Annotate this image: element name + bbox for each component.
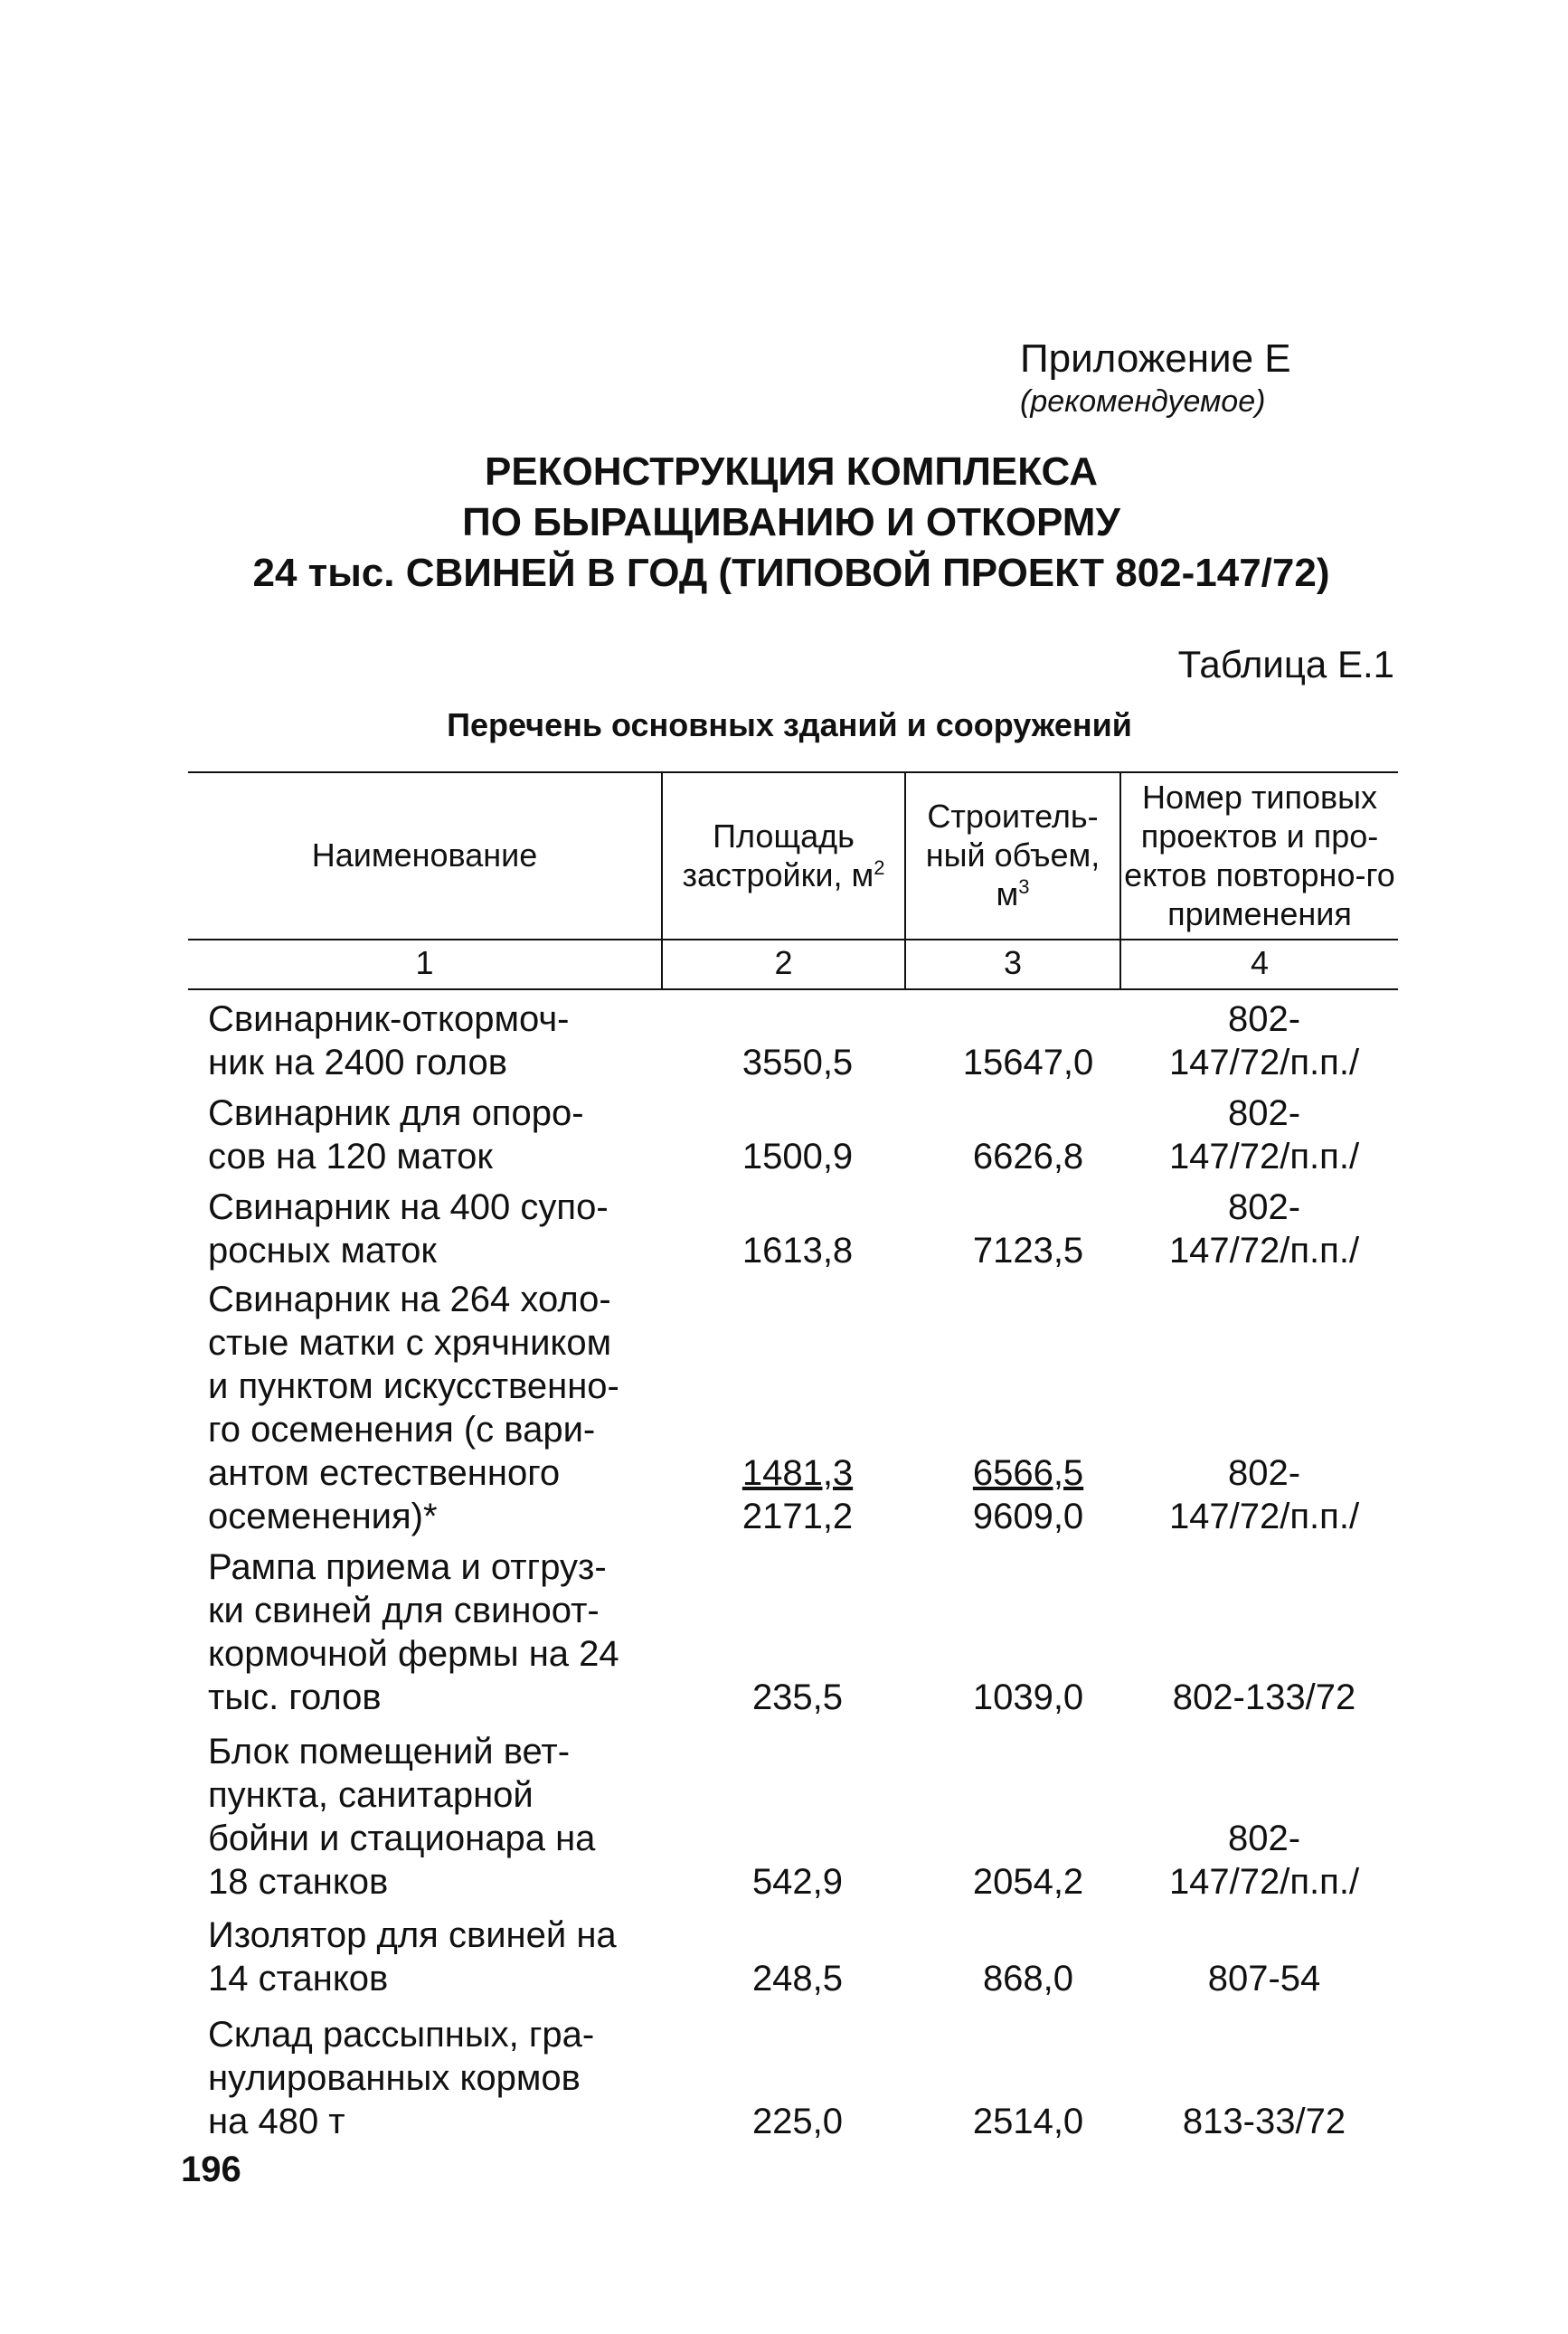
header-area-text: Площадь застройки, м <box>682 817 874 893</box>
row-volume-variant-a <box>921 1451 1136 1495</box>
row-name: Блок помещений вет- пункта, санитарной бойни и стационара на 18 станков <box>208 1732 596 1902</box>
row-project: 802- 147/72/п.п./ <box>1168 1819 1360 1902</box>
row-area-variant-a <box>676 1451 919 1495</box>
header-volume-text: Строитель-ный объем, м <box>925 798 1100 912</box>
row-area: 225,0 <box>751 2102 844 2141</box>
header-area-sup: 2 <box>874 855 885 879</box>
row-name: Склад рассыпных, гра- нулированных кормов на 480 т <box>208 2015 595 2141</box>
row-area: 3550,5 <box>741 1043 854 1082</box>
row-name: Изолятор для свиней на 14 станков <box>208 1915 617 1999</box>
header-project-text: Номер типовых проектов и про-ектов повторно-го применения <box>1124 778 1395 932</box>
recommended-note: (рекомендуемое) <box>1020 384 1266 419</box>
table-row <box>188 1545 1398 1719</box>
row-project: 802- 147/72/п.п./ <box>1168 1187 1360 1271</box>
table-caption: Перечень основных зданий и сооружений <box>447 706 1132 743</box>
column-number-1: 1 <box>415 944 434 981</box>
table-row <box>188 1730 1398 1904</box>
row-name: Рампа приема и отгруз- ки свиней для свиноот- кормочной фермы на 24 тыс. голов <box>208 1547 619 1717</box>
row-volume: 2054,2 <box>972 1862 1084 1902</box>
column-number-2: 2 <box>774 944 793 981</box>
row-area-a: 1481,3 <box>741 1453 854 1493</box>
row-area: 248,5 <box>751 1959 844 1999</box>
header-volume <box>906 771 1119 939</box>
row-name: Свинарник для опоро- сов на 120 маток <box>208 1093 584 1176</box>
row-project: 802- 147/72/п.п./ <box>1168 999 1360 1082</box>
header-volume-sup: 3 <box>1018 875 1030 898</box>
row-volume-b: 9609,0 <box>972 1497 1084 1536</box>
row-area: 1500,9 <box>741 1137 854 1176</box>
table-row <box>188 1278 1398 1538</box>
title-line-3: 24 тыс. СВИНЕЙ В ГОД (ТИПОВОЙ ПРОЕКТ 802-147/72) <box>252 551 1330 595</box>
row-area: 1613,8 <box>741 1231 854 1271</box>
column-number-3: 3 <box>1003 944 1023 981</box>
page-number: 196 <box>181 2150 241 2189</box>
header-volume-wrap <box>906 797 1119 913</box>
title-line-1: РЕКОНСТРУКЦИЯ КОМПЛЕКСА <box>484 449 1099 494</box>
row-name: Свинарник-откормоч- ник на 2400 голов <box>208 999 570 1082</box>
row-project: 813-33/72 <box>1182 2102 1346 2141</box>
row-area-b: 2171,2 <box>741 1497 854 1536</box>
row-volume-a: 6566,5 <box>972 1453 1084 1493</box>
header-name-text: Наименование <box>311 836 538 874</box>
header-area <box>663 771 904 939</box>
table-number: Таблица Е.1 <box>1177 643 1394 685</box>
row-volume: 1039,0 <box>972 1677 1084 1717</box>
header-area-wrap <box>663 817 904 894</box>
appendix-label: Приложение Е <box>1020 336 1291 381</box>
row-project: 802-133/72 <box>1172 1677 1356 1717</box>
row-volume: 7123,5 <box>972 1231 1084 1271</box>
row-name: Свинарник на 264 холо- стые матки с хрячником и пунктом искусственно- го осеменения (с вари- антом естественного осеменения)* <box>208 1280 619 1536</box>
header-project <box>1121 771 1398 939</box>
header-name <box>188 771 661 939</box>
table-row <box>188 1091 1398 1178</box>
row-area: 235,5 <box>751 1677 844 1717</box>
row-area: 542,9 <box>751 1862 844 1902</box>
table-row <box>188 1914 1398 2000</box>
row-volume: 868,0 <box>982 1959 1074 1999</box>
row-project: 802- 147/72/п.п./ <box>1168 1093 1360 1176</box>
column-number-4: 4 <box>1250 944 1270 981</box>
table-row <box>188 2013 1398 2143</box>
table-row <box>188 1186 1398 1272</box>
row-volume: 2514,0 <box>972 2102 1084 2141</box>
title-line-2: ПО БЫРАЩИВАНИЮ И ОТКОРМУ <box>462 500 1120 544</box>
row-name: Свинарник на 400 супо- росных маток <box>208 1187 609 1271</box>
document-title <box>181 447 1402 599</box>
row-volume: 6626,8 <box>972 1137 1084 1176</box>
row-project: 807-54 <box>1207 1959 1321 1999</box>
column-numbers-rule <box>188 988 1398 990</box>
table-row <box>188 997 1398 1084</box>
row-project: 802- 147/72/п.п./ <box>1168 1453 1360 1536</box>
row-volume: 15647,0 <box>962 1043 1094 1082</box>
